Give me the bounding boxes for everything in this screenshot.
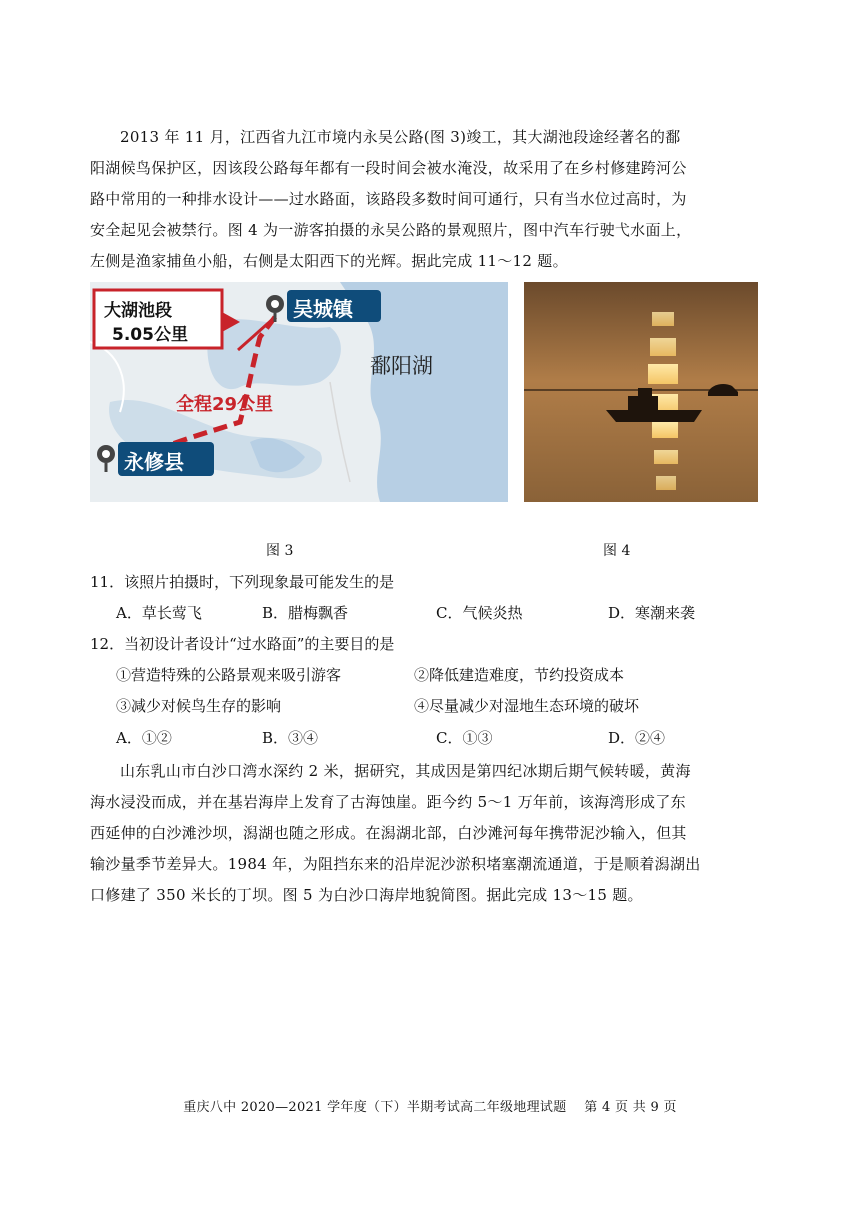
text-line: 西延伸的白沙滩沙坝，潟湖也随之形成。在潟湖北部，白沙滩河每年携带泥沙输入，但其: [90, 824, 687, 842]
intro-paragraph-1: [90, 122, 774, 277]
q11-option-c: C．气候炎热: [436, 604, 523, 622]
question-12-stem: 12．当初设计者设计“过水路面”的主要目的是: [90, 635, 395, 653]
question-11-stem: 11．该照片拍摄时，下列现象最可能发生的是: [90, 573, 395, 591]
intro-paragraph-2: [90, 756, 774, 911]
town-south-label: 永修县: [124, 450, 184, 474]
text-line: 山东乳山市白沙口湾水深约 2 米，据研究，其成因是第四纪冰期后期气候转暖，黄海: [120, 762, 691, 780]
q12-item-4: ④尽量减少对湿地生态环境的破坏: [414, 697, 640, 715]
text-line: 左侧是渔家捕鱼小船，右侧是太阳西下的光辉。据此完成 11～12 题。: [90, 252, 568, 270]
q12-option-b: B．③④: [262, 729, 319, 747]
text-line: 口修建了 350 米长的丁坝。图 5 为白沙口海岸地貌简图。据此完成 13～15 题。: [90, 886, 643, 904]
route-label: 全程29公里: [176, 394, 274, 415]
q11-option-a: A．草长莺飞: [116, 604, 202, 622]
lake-label: 鄱阳湖: [370, 354, 433, 378]
q11-option-d: D．寒潮来袭: [608, 604, 696, 622]
figure-4-caption: 图 4: [603, 543, 631, 559]
text-line: 路中常用的一种排水设计——过水路面，该路段多数时间可通行，只有当水位过高时，为: [90, 190, 687, 208]
text-line: 阳湖候鸟保护区，因该段公路每年都有一段时间会被水淹没，故采用了在乡村修建跨河公: [90, 159, 687, 177]
sunset-photo: [524, 282, 758, 502]
q12-item-2: ②降低建造难度，节约投资成本: [414, 666, 625, 684]
text-line: 安全起见会被禁行。图 4 为一游客拍摄的永吴公路的景观照片，图中汽车行驶弋水面上，: [90, 221, 692, 239]
q12-item-1: ①营造特殊的公路景观来吸引游客: [116, 666, 342, 684]
q12-option-c: C．①③: [436, 729, 493, 747]
text-line: 海水浸没而成，并在基岩海岸上发育了古海蚀崖。距今约 5～1 万年前，该海湾形成了东: [90, 793, 686, 811]
figure-4-photo: [524, 282, 758, 502]
q12-item-3: ③减少对候鸟生存的影响: [116, 697, 282, 715]
text-line: 输沙量季节差异大。1984 年，为阻挡东来的沿岸泥沙淤积堵塞潮流通道，于是顺着潟湖出: [90, 855, 701, 873]
town-north-label: 吴城镇: [293, 297, 353, 321]
callout-label: 大湖池段: [104, 301, 172, 321]
figure-3-map: [90, 282, 508, 502]
page-footer: 重庆八中 2020—2021 学年度（下）半期考试高二年级地理试题 第 4 页 共 9 页: [183, 1100, 677, 1115]
figure-3-caption: 图 3: [266, 543, 294, 559]
text-line: 2013 年 11 月，江西省九江市境内永吴公路(图 3)竣工，其大湖池段途经著名的鄱: [120, 128, 681, 146]
q12-option-a: A．①②: [116, 729, 172, 747]
callout-distance: 5.05公里: [112, 325, 188, 345]
q12-option-d: D．②④: [608, 729, 666, 747]
q11-option-b: B．腊梅飘香: [262, 604, 349, 622]
